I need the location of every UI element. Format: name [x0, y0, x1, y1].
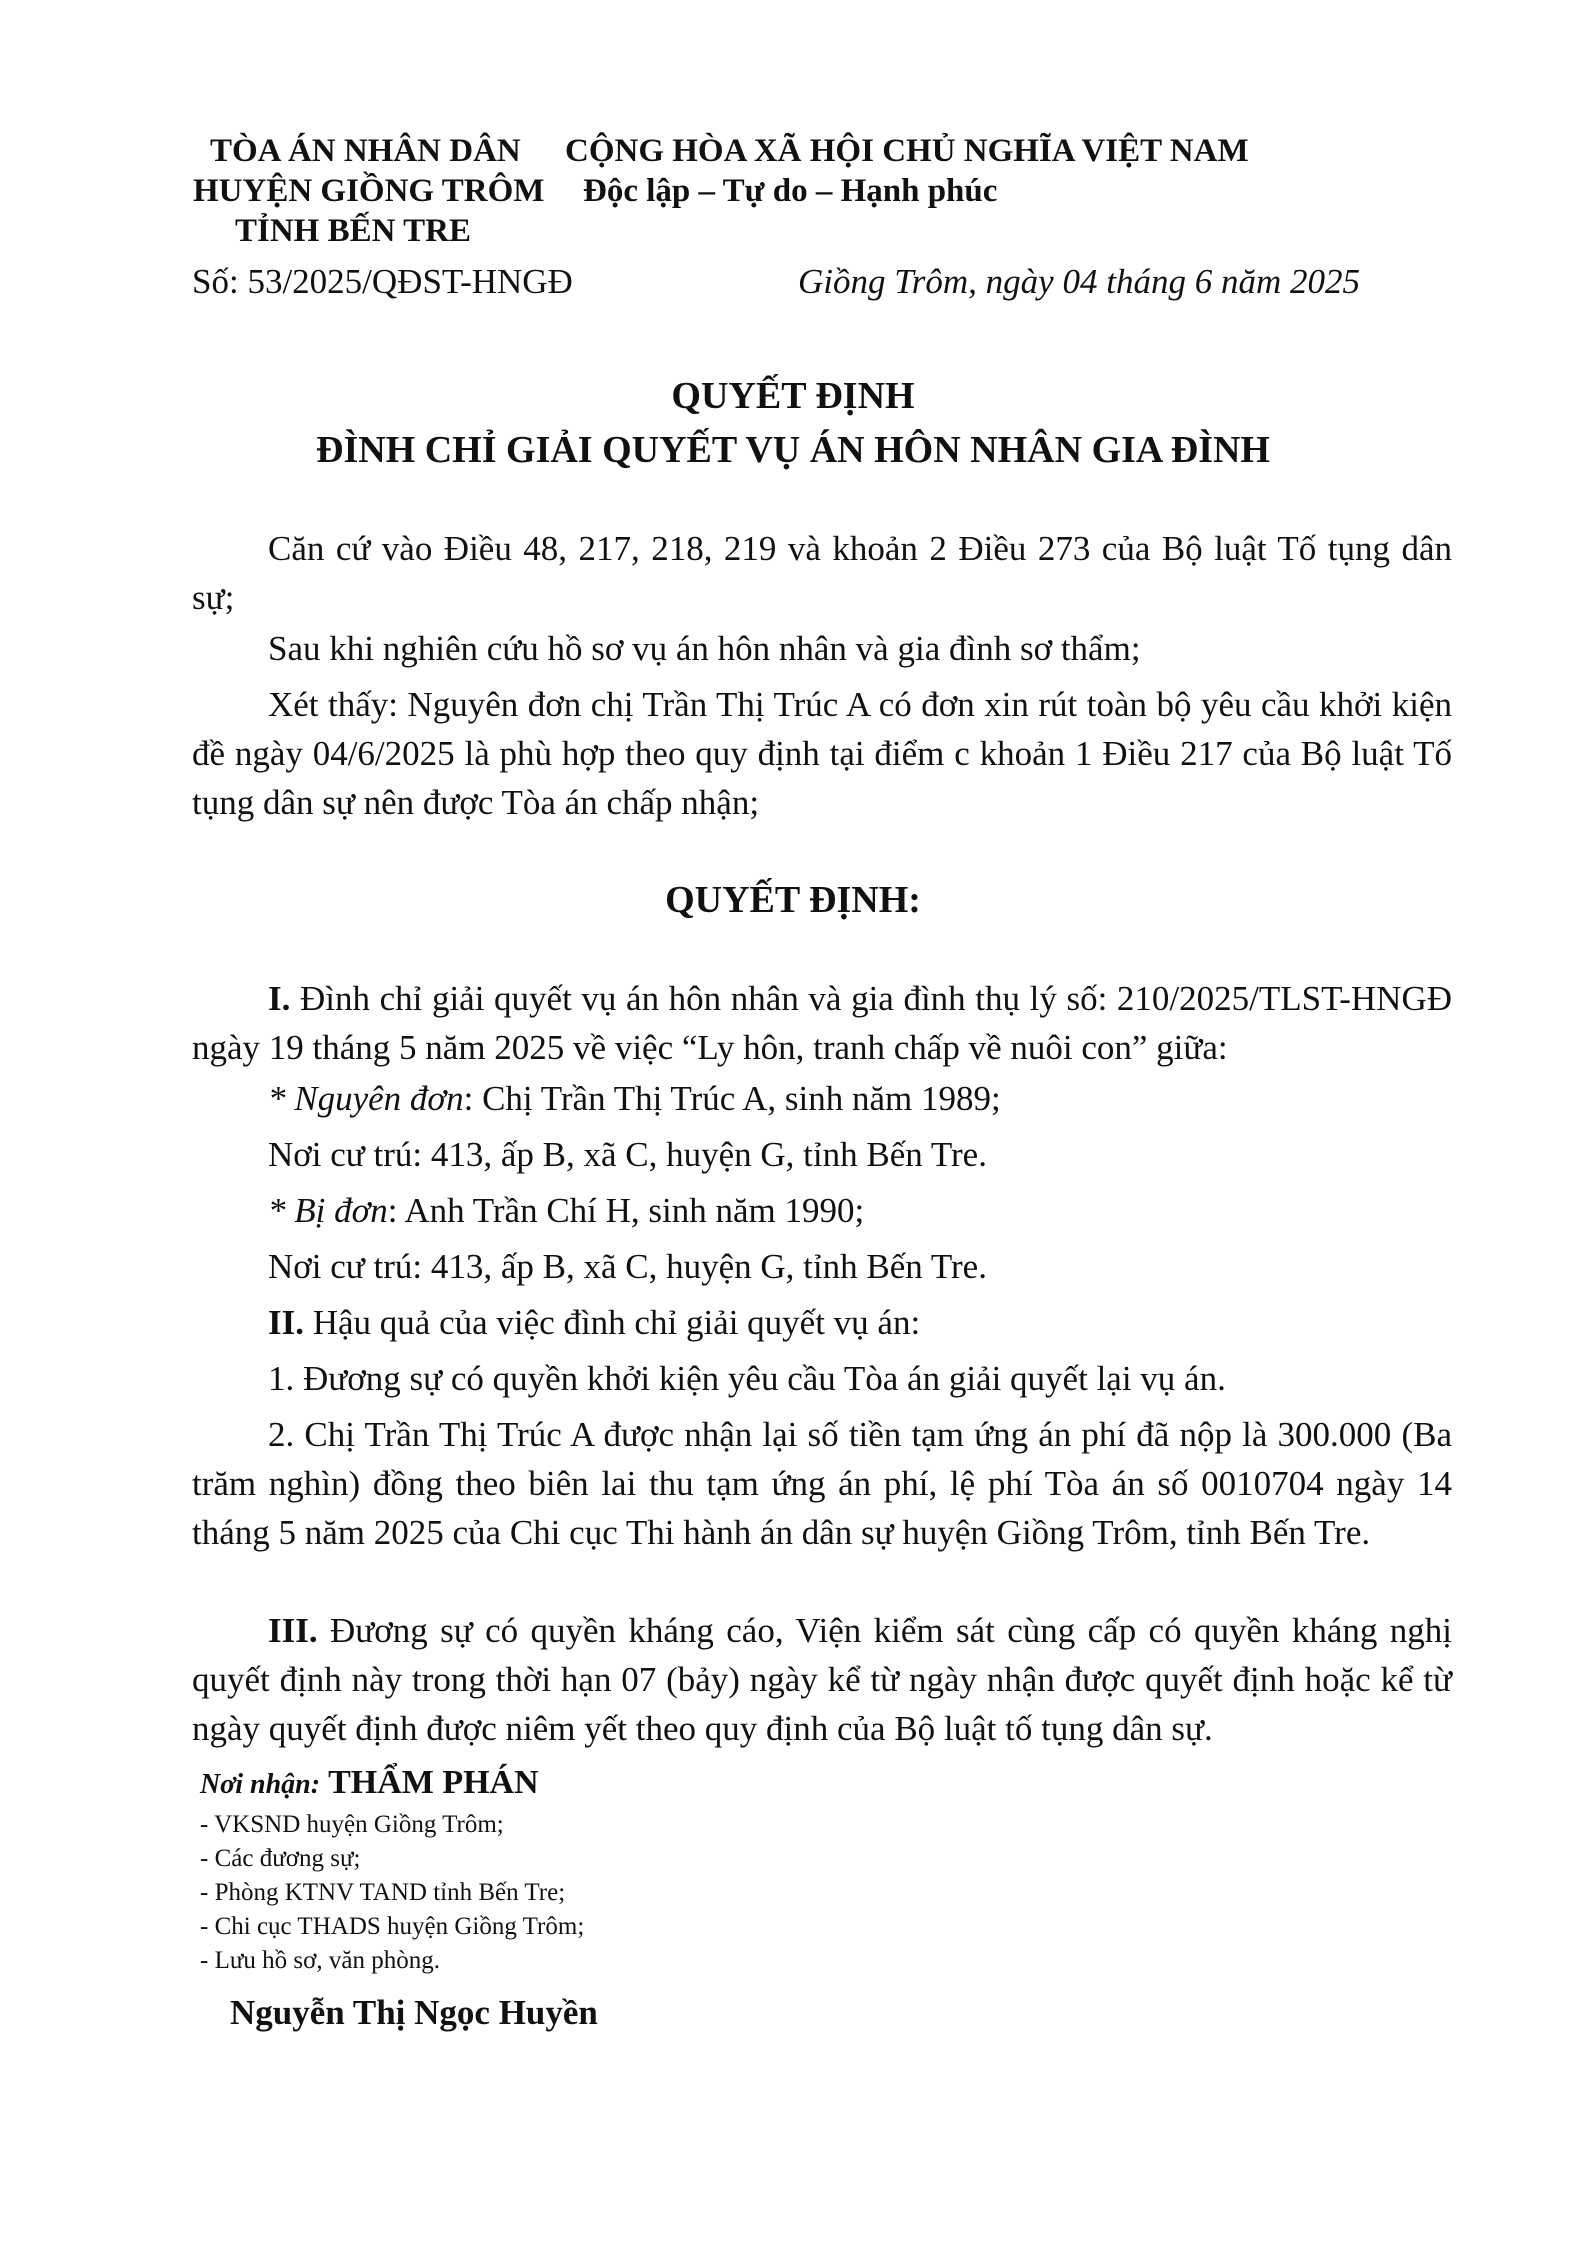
- section-3: [192, 1606, 1452, 1753]
- court-name-line3: TỈNH BẾN TRE: [235, 213, 471, 249]
- section-3-number: III.: [268, 1611, 318, 1650]
- document-title: QUYẾT ĐỊNH: [671, 375, 915, 417]
- decision-heading: QUYẾT ĐỊNH:: [665, 879, 921, 921]
- plaintiff-text: : Chị Trần Thị Trúc A, sinh năm 1989;: [463, 1079, 1001, 1118]
- court-name-line2: HUYỆN GIỒNG TRÔM: [193, 173, 545, 209]
- plaintiff-line: [268, 1074, 1001, 1123]
- section-2-number: II.: [268, 1303, 304, 1342]
- national-motto: Độc lập – Tự do – Hạnh phúc: [583, 173, 998, 209]
- document-number: Số: 53/2025/QĐST-HNGĐ: [192, 262, 573, 301]
- recipient-item: - Lưu hồ sơ, văn phòng.: [200, 1947, 440, 1974]
- defendant-address: Nơi cư trú: 413, ấp B, xã C, huyện G, tỉnh Bến Tre.: [268, 1247, 987, 1286]
- place-date: Giồng Trôm, ngày 04 tháng 6 năm 2025: [798, 262, 1360, 301]
- recipient-item: - Phòng KTNV TAND tỉnh Bến Tre;: [200, 1879, 566, 1906]
- recipient-item: - VKSND huyện Giồng Trôm;: [200, 1811, 504, 1838]
- court-name-line1: TÒA ÁN NHÂN DÂN: [210, 133, 521, 169]
- recipient-item: - Chi cục THADS huyện Giồng Trôm;: [200, 1913, 585, 1940]
- preamble-review: Sau khi nghiên cứu hồ sơ vụ án hôn nhân và gia đình sơ thẩm;: [268, 629, 1141, 668]
- defendant-label: * Bị đơn: [268, 1191, 388, 1230]
- section-2-item-1: 1. Đương sự có quyền khởi kiện yêu cầu Tòa án giải quyết lại vụ án.: [268, 1359, 1226, 1398]
- recipients-label: Nơi nhận:: [200, 1769, 321, 1800]
- section-2-item-2: 2. Chị Trần Thị Trúc A được nhận lại số tiền tạm ứng án phí đã nộp là 300.000 (Ba trăm nghìn) đồng theo biên lai thu tạm ứng án phí, lệ phí Tòa án số 0010704 ngày 14 tháng 5 năm 2025 của Chi cục Thi hành án dân sự huyện Giồng Trôm, tỉnh Bến Tre.: [192, 1415, 1452, 1552]
- preamble-consideration: Xét thấy: Nguyên đơn chị Trần Thị Trúc A có đơn xin rút toàn bộ yêu cầu khởi kiện đề ngày 04/6/2025 là phù hợp theo quy định tại điểm c khoản 1 Điều 217 của Bộ luật Tố tụng dân sự nên được Tòa án chấp nhận;: [192, 685, 1452, 822]
- national-title: CỘNG HÒA XÃ HỘI CHỦ NGHĨA VIỆT NAM: [565, 133, 1249, 169]
- plaintiff-label: * Nguyên đơn: [268, 1079, 464, 1118]
- section-1-number: I.: [268, 979, 291, 1018]
- section-2-text: Hậu quả của việc đình chỉ giải quyết vụ án:: [304, 1303, 921, 1342]
- section-3-text: Đương sự có quyền kháng cáo, Viện kiểm sát cùng cấp có quyền kháng nghị quyết định này trong thời hạn 07 (bảy) ngày kể từ ngày nhận được quyết định hoặc kể từ ngày quyết định được niêm yết theo quy định của Bộ luật tố tụng dân sự.: [192, 1611, 1452, 1748]
- section-2: [268, 1298, 920, 1347]
- defendant-text: : Anh Trần Chí H, sinh năm 1990;: [387, 1191, 865, 1230]
- judge-title: THẨM PHÁN: [328, 1764, 539, 1801]
- document-subtitle: ĐÌNH CHỈ GIẢI QUYẾT VỤ ÁN HÔN NHÂN GIA ĐÌNH: [316, 429, 1270, 471]
- signer-name: Nguyễn Thị Ngọc Huyền: [230, 1993, 598, 2032]
- section-1-text: Đình chỉ giải quyết vụ án hôn nhân và gia đình thụ lý số: 210/2025/TLST-HNGĐ ngày 19 tháng 5 năm 2025 về việc “Ly hôn, tranh chấp về nuôi con” giữa:: [192, 979, 1452, 1067]
- preamble-legal-basis: Căn cứ vào Điều 48, 217, 218, 219 và khoản 2 Điều 273 của Bộ luật Tố tụng dân sự;: [192, 529, 1452, 617]
- recipient-item: - Các đương sự;: [200, 1845, 361, 1872]
- defendant-line: [268, 1186, 864, 1235]
- recipients-heading: [200, 1762, 539, 1805]
- section-1: [192, 974, 1452, 1072]
- plaintiff-address: Nơi cư trú: 413, ấp B, xã C, huyện G, tỉnh Bến Tre.: [268, 1135, 987, 1174]
